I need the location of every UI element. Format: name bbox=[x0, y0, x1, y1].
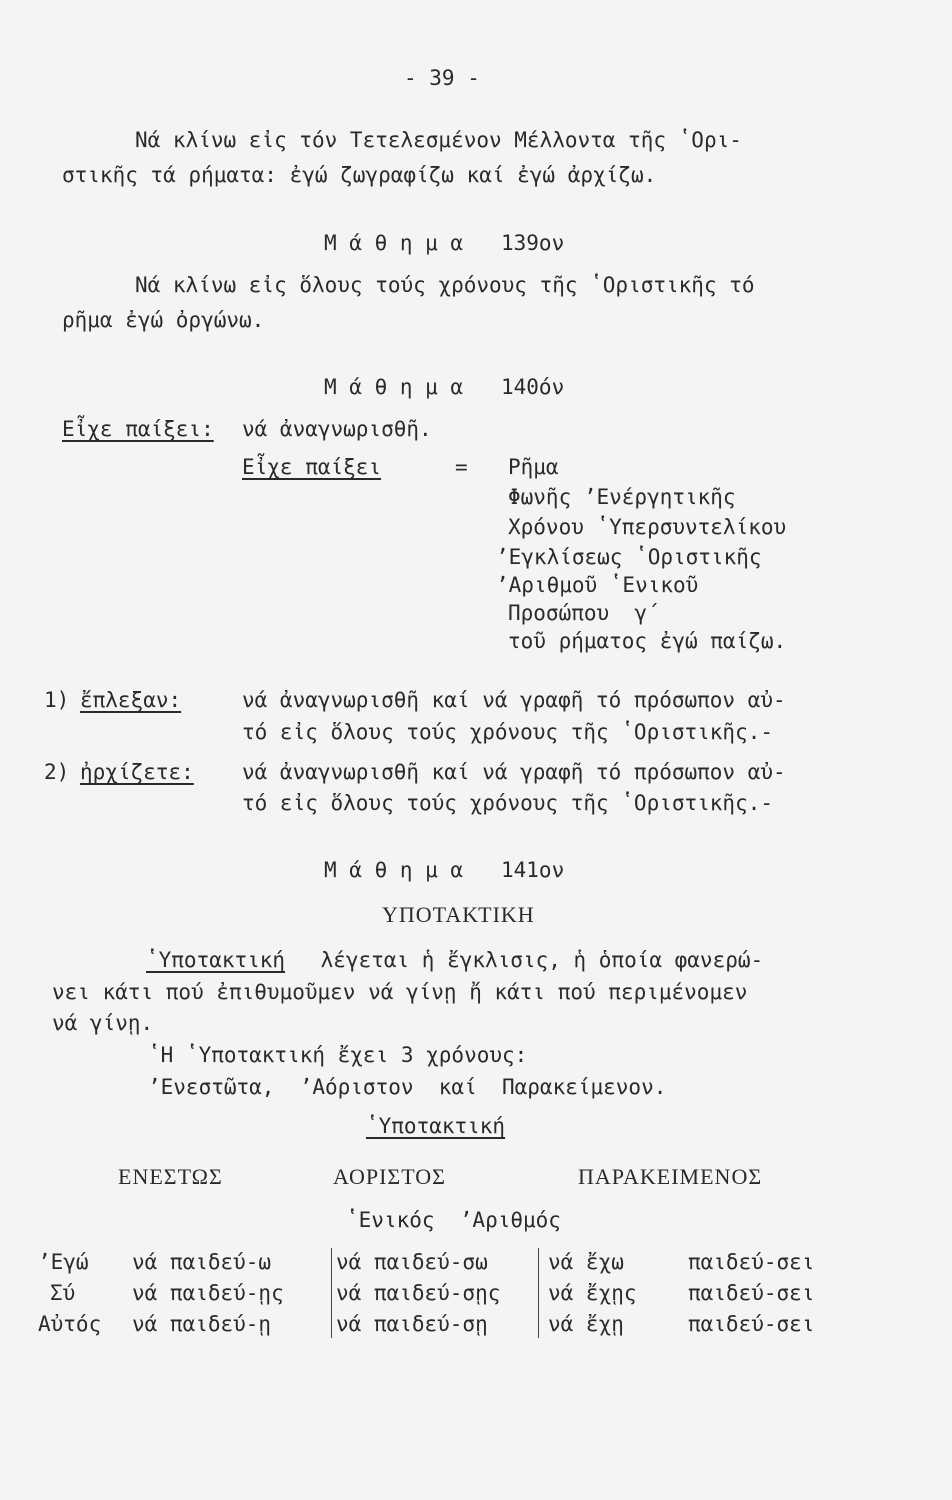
column-header-present: ΕΝΕΣΤΩΣ bbox=[118, 1164, 223, 1189]
row-perfect-aux: νά ἔχῃ bbox=[548, 1312, 624, 1336]
number-label: ʽΕνικός ʼΑριθμός bbox=[346, 1208, 561, 1232]
tenses-list: ʼΕνεστῶτα, ʼΑόριστον καί Παρακείμενον. bbox=[148, 1075, 667, 1099]
analysis-line: τοῦ ρήματος ἐγώ παίζω. bbox=[508, 629, 787, 653]
page-number: - 39 - bbox=[404, 66, 480, 90]
analysis-line: Προσώπου γ΄ bbox=[508, 601, 660, 625]
definition-line-3: νά γίνῃ. bbox=[52, 1011, 154, 1035]
analysis-term: Εἶχε παίξει bbox=[242, 455, 382, 479]
row-aorist: νά παιδεύ-σῃς bbox=[336, 1281, 501, 1305]
analysis-equals: = bbox=[455, 455, 468, 479]
analysis-line: Ρῆμα bbox=[508, 455, 559, 479]
row-perfect-aux: νά ἔχῃς bbox=[548, 1281, 637, 1305]
row-pronoun: ʼΕγώ bbox=[38, 1250, 89, 1274]
exercise-2-word: ἠρχίζετε: bbox=[80, 760, 194, 784]
row-perfect-inf: παιδεύ-σει bbox=[688, 1250, 815, 1274]
definition-term: ʽΥποτακτική bbox=[146, 948, 286, 972]
exercise-2-line-1: νά ἀναγνωρισθῆ καί νά γραφῆ τό πρόσωπον αὐ- bbox=[242, 760, 786, 784]
column-divider bbox=[538, 1248, 539, 1338]
row-present: νά παιδεύ-ω bbox=[132, 1250, 272, 1274]
row-perfect-inf: παιδεύ-σει bbox=[688, 1281, 815, 1305]
analysis-line: Χρόνου ʽΥπερσυντελίκου bbox=[508, 515, 787, 539]
table-title: ʽΥποτακτική bbox=[366, 1114, 506, 1138]
eixe-paixei-task: νά ἀναγνωρισθῆ. bbox=[242, 417, 432, 441]
analysis-line: ʼΑριθμοῦ ʽΕνικοῦ bbox=[496, 573, 699, 597]
row-present: νά παιδεύ-ῃς bbox=[132, 1281, 284, 1305]
exercise-1-line-1: νά ἀναγνωρισθῆ καί νά γραφῆ τό πρόσωπον αὐ- bbox=[242, 688, 786, 712]
lesson-141-heading: Μ ά θ η μ α 141ον bbox=[324, 858, 565, 882]
row-perfect-inf: παιδεύ-σει bbox=[688, 1312, 815, 1336]
row-perfect-aux: νά ἔχω bbox=[548, 1250, 624, 1274]
definition-line-2: νει κάτι πού ἐπιθυμοῦμεν νά γίνῃ ἤ κάτι πού περιμένομεν bbox=[52, 980, 748, 1004]
tenses-intro: ʽΗ ʽΥποτακτική ἔχει 3 χρόνους: bbox=[148, 1043, 528, 1067]
definition-line-1: λέγεται ἡ ἔγκλισις, ἡ ὁποία φανερώ- bbox=[308, 948, 764, 972]
exercise-1-line-2: τό εἰς ὅλους τούς χρόνους τῆς ʽΟριστικῆς.- bbox=[242, 720, 774, 744]
eixe-paixei-label: Εἶχε παίξει: bbox=[62, 417, 214, 441]
analysis-line: ʼΕγκλίσεως ʽΟριστικῆς bbox=[496, 545, 762, 569]
column-header-aorist: ΑΟΡΙΣΤΟΣ bbox=[333, 1164, 446, 1189]
exercise-1-word: ἔπλεξαν: bbox=[80, 688, 182, 712]
row-pronoun: Αὐτός bbox=[38, 1312, 102, 1336]
column-header-perfect: ΠΑΡΑΚΕΙΜΕΝΟΣ bbox=[578, 1164, 763, 1189]
row-aorist: νά παιδεύ-σω bbox=[336, 1250, 488, 1274]
exercise-2-number: 2) bbox=[44, 760, 70, 784]
exercise-2-line-2: τό εἰς ὅλους τούς χρόνους τῆς ʽΟριστικῆς.- bbox=[242, 791, 774, 815]
lesson-139-line-2: ρῆμα ἐγώ ὀργώνω. bbox=[62, 308, 265, 332]
row-present: νά παιδεύ-ῃ bbox=[132, 1312, 272, 1336]
lesson-140-heading: Μ ά θ η μ α 140όν bbox=[324, 375, 565, 399]
analysis-line: Φωνῆς ʼΕνέργητικῆς bbox=[508, 485, 736, 509]
lesson-139-line-1: Νά κλίνω εἰς ὅλους τούς χρόνους τῆς ʽΟριστικῆς τό bbox=[135, 273, 755, 297]
row-aorist: νά παιδεύ-σῃ bbox=[336, 1312, 488, 1336]
lesson-139-heading: Μ ά θ η μ α 139ον bbox=[324, 231, 565, 255]
exercise-1-number: 1) bbox=[44, 688, 70, 712]
intro-line-1: Νά κλίνω εἰς τόν Τετελεσμένον Μέλλοντα τῆς ʽΟρι- bbox=[135, 128, 742, 152]
row-pronoun: Σύ bbox=[50, 1281, 76, 1305]
intro-line-2: στικῆς τά ρήματα: ἐγώ ζωγραφίζω καί ἐγώ ἀρχίζω. bbox=[62, 163, 657, 187]
subjunctive-title: ΥΠΟΤΑΚΤΙΚΗ bbox=[382, 902, 535, 927]
column-divider bbox=[331, 1248, 332, 1338]
